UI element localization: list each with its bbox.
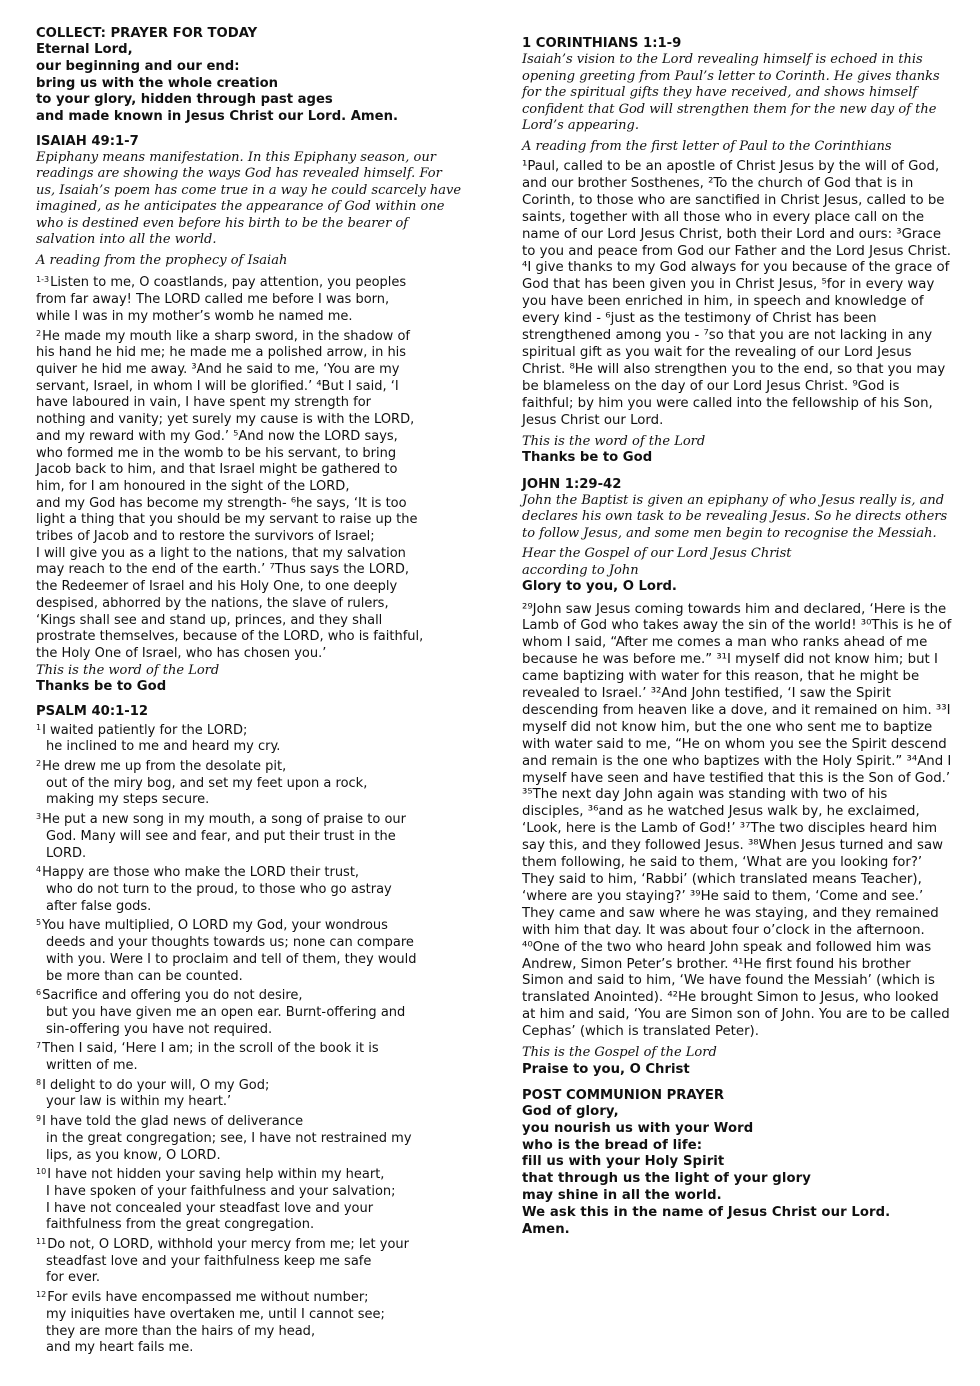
verse-number: 4 [36, 865, 42, 875]
john-announcement: Hear the Gospel of our Lord Jesus Christ [522, 546, 792, 561]
psalm-line-text: I delight to do your will, O my God; [42, 1077, 270, 1093]
psalm-line-text: with you. Were I to proclaim and tell of them, they would [46, 951, 417, 967]
psalm-verse [36, 1111, 464, 1164]
corinthians-response: Thanks be to God [522, 450, 653, 465]
isaiah-line [36, 345, 464, 362]
verse-number: 10 [36, 1167, 47, 1177]
psalm-verse [36, 1164, 464, 1234]
psalm-line-text: he inclined to me and heard my cry. [46, 739, 281, 755]
psalm-line [36, 1131, 464, 1148]
isaiah-intro: Epiphany means manifestation. In this Epiphany season, our readings are showing the ways God has revealed himself. For us, Isaiah’s poem has come true in a way he could scarcely have imagined, as he anticipates the appearance of God within one who is destined even before his birth to be the bearer of salvation into all the world. [36, 149, 462, 248]
psalm-line [36, 1234, 464, 1254]
john-announcement-2: according to John [522, 562, 639, 578]
psalm-verse [36, 862, 464, 915]
psalm-verse [36, 985, 464, 1038]
psalm-reading [36, 720, 464, 1357]
collect-line: bring us with the whole creation [36, 75, 279, 91]
post-communion-line: fill us with your Holy Spirit [522, 1154, 725, 1170]
psalm-line-text: and my heart fails me. [46, 1340, 194, 1356]
post-communion-line: Amen. [522, 1221, 570, 1237]
psalm-line [36, 1164, 464, 1184]
isaiah-close: This is the word of the Lord [36, 662, 220, 678]
psalm-line-text: who do not turn to the proud, to those who go astray [46, 881, 392, 897]
psalm-line-text: deeds and your thoughts towards us; none can compare [46, 935, 414, 951]
isaiah-line [36, 326, 464, 346]
left-column [36, 0, 464, 1365]
isaiah-line-text: Jacob back to him, and that Israel might be gathered to [36, 462, 398, 478]
isaiah-line [36, 292, 464, 309]
psalm-line [36, 846, 464, 863]
psalm-line [36, 792, 464, 809]
isaiah-reading [36, 272, 464, 662]
psalm-line [36, 1184, 464, 1201]
post-communion-line: who is the bread of life: [522, 1137, 703, 1153]
psalm-line [36, 1111, 464, 1131]
isaiah-line [36, 446, 464, 463]
psalm-line [36, 1075, 464, 1095]
psalm-line [36, 1254, 464, 1271]
verse-number: 1-3 [36, 275, 50, 285]
isaiah-line [36, 562, 464, 579]
isaiah-line [36, 629, 464, 646]
psalm-verse [36, 1287, 464, 1357]
john-close: This is the Gospel of the Lord [522, 1045, 717, 1061]
isaiah-line-text: have laboured in vain, I have spent my strength for [36, 395, 371, 411]
isaiah-line-text: may reach to the end of the earth.’ ⁷Thus says the LORD, [36, 562, 409, 578]
corinthians-heading: 1 CORINTHIANS 1:1-9 [522, 36, 682, 51]
isaiah-line [36, 429, 464, 446]
psalm-line [36, 985, 464, 1005]
psalm-verse [36, 720, 464, 756]
psalm-verse [36, 809, 464, 862]
post-communion-section [522, 1088, 952, 1238]
isaiah-line-text: while I was in my mother’s womb he named me. [36, 308, 353, 324]
isaiah-line [36, 529, 464, 546]
isaiah-line-text: him, for I am honoured in the sight of the LORD, [36, 478, 350, 494]
isaiah-announcement: A reading from the prophecy of Isaiah [36, 252, 288, 268]
psalm-line-text: God. Many will see and fear, and put their trust in the [46, 828, 396, 844]
psalm-line [36, 1340, 464, 1357]
psalm-line [36, 1201, 464, 1218]
psalm-line-text: lips, as you know, O LORD. [46, 1147, 221, 1163]
psalm-line-text: after false gods. [46, 898, 152, 914]
psalm-verse [36, 1075, 464, 1111]
isaiah-line [36, 362, 464, 379]
john-heading: JOHN 1:29-42 [522, 476, 622, 492]
isaiah-line-text: Listen to me, O coastlands, pay attention, you peoples [50, 275, 407, 291]
isaiah-line-text: the Holy One of Israel, who has chosen you.’ [36, 645, 327, 661]
isaiah-line [36, 496, 464, 513]
psalm-line [36, 969, 464, 986]
psalm-section [36, 704, 464, 1357]
collect-line: our beginning and our end: [36, 58, 240, 74]
verse-number: 1 [36, 722, 42, 732]
isaiah-line-text: servant, Israel, in whom I will be glorified.’ ⁴But I said, ‘I [36, 378, 399, 394]
psalm-line-text: written of me. [46, 1058, 138, 1074]
corinthians-announcement: A reading from the first letter of Paul to the Corinthians [522, 138, 892, 154]
collect-line: Eternal Lord, [36, 42, 133, 57]
verse-number: 12 [36, 1290, 47, 1300]
post-communion-line: We ask this in the name of Jesus Christ our Lord. [522, 1204, 891, 1220]
verse-number: 8 [36, 1077, 42, 1087]
isaiah-line-text: the Redeemer of Israel and his Holy One, to one deeply [36, 579, 398, 595]
isaiah-line [36, 613, 464, 630]
isaiah-line-text: ‘Kings shall see and stand up, princes, and they shall [36, 612, 383, 628]
psalm-line-text: You have multiplied, O LORD my God, your wondrous [42, 918, 388, 934]
psalm-line [36, 1022, 464, 1039]
psalm-line [36, 809, 464, 829]
psalm-line-text: your law is within my heart.’ [46, 1094, 232, 1110]
psalm-verse [36, 1038, 464, 1074]
psalm-line-text: He drew me up from the desolate pit, [42, 759, 287, 775]
isaiah-line-text: He made my mouth like a sharp sword, in the shadow of [42, 328, 410, 344]
collect-line: and made known in Jesus Christ our Lord. Amen. [36, 109, 399, 125]
psalm-line-text: out of the miry bog, and set my feet upon a rock, [46, 775, 368, 791]
psalm-verse [36, 915, 464, 985]
psalm-line-text: I have not concealed your steadfast love and your [46, 1200, 374, 1216]
john-intro: John the Baptist is given an epiphany of who Jesus really is, and declares his own task to be revealing Jesus. So he directs others to follow Jesus, and some men begin to recognise the Messiah. [522, 492, 948, 541]
isaiah-line-text: light a thing that you should be my servant to raise up the [36, 512, 418, 528]
psalm-line-text: Happy are those who make the LORD their trust, [42, 865, 360, 881]
corinthians-section [522, 36, 952, 467]
isaiah-line-text: I will give you as a light to the nations, that my salvation [36, 545, 406, 561]
psalm-line-text: but you have given me an open ear. Burnt-offering and [46, 1004, 406, 1020]
isaiah-line [36, 596, 464, 613]
john-response: Praise to you, O Christ [522, 1061, 690, 1077]
isaiah-heading: ISAIAH 49:1-7 [36, 133, 139, 149]
isaiah-line-text: tribes of Jacob and to restore the survivors of Israel; [36, 529, 375, 545]
isaiah-line-text: who formed me in the womb to be his servant, to bring [36, 445, 397, 461]
psalm-verse [36, 756, 464, 809]
psalm-line [36, 829, 464, 846]
psalm-line [36, 776, 464, 793]
corinthians-intro: Isaiah’s vision to the Lord revealing himself is echoed in this opening greeting from Paul’s letter to Corinth. He gives thanks for the spiritual gifts they have received, and shows himself confident that God will strengthen them for the new day of the Lord’s appearing. [522, 52, 940, 133]
isaiah-line [36, 379, 464, 396]
psalm-line [36, 1148, 464, 1165]
verse-number: 2 [36, 328, 42, 338]
isaiah-line [36, 546, 464, 563]
psalm-line-text: faithfulness from the great congregation. [46, 1217, 315, 1233]
corinthians-reading: ¹Paul, called to be an apostle of Christ Jesus by the will of God, and our brother Sosthenes, ²To the church of God that is in Corinth, to those who are sanctified in Christ Jesus, called to be saints, together with all those who in every place call on the name of our Lord Jesus Christ, both their Lord and ours: ³Grace to you and peace from God our Father and the Lord Jesus Christ. ⁴I give thanks to my God always for you because of the grace of God that has been given you in Christ Jesus, ⁵for in every way you have been enriched in him, in speech and knowledge of every kind - ⁶just as the testimony of Christ has been strengthened among you - ⁷so that you are not lacking in any spiritual gift as you wait for the revealing of our Lord Jesus Christ. ⁸He will also strengthen you to the end, so that you may be blameless on the day of our Lord Jesus Christ. ⁹God is faithful; by him you were called into the fellowship of his Son, Jesus Christ our Lord. [522, 159, 951, 428]
verse-number: 3 [36, 812, 42, 822]
psalm-line [36, 1058, 464, 1075]
psalm-line [36, 1094, 464, 1111]
psalm-line [36, 1324, 464, 1341]
psalm-line-text: I have told the glad news of deliverance [42, 1114, 304, 1130]
verse-number: 5 [36, 918, 42, 928]
isaiah-line-text: prostrate themselves, because of the LORD, who is faithful, [36, 629, 424, 645]
isaiah-section [36, 134, 464, 696]
psalm-line-text: I have spoken of your faithfulness and your salvation; [46, 1183, 396, 1199]
isaiah-line-text: and my reward with my God.’ ⁵And now the LORD says, [36, 428, 398, 444]
collect-section [36, 26, 464, 126]
psalm-line-text: I waited patiently for the LORD; [42, 722, 248, 738]
psalm-line-text: He put a new song in my mouth, a song of praise to our [42, 812, 407, 828]
psalm-heading: PSALM 40:1-12 [36, 703, 149, 719]
psalm-line [36, 862, 464, 882]
right-column [522, 0, 952, 1246]
psalm-line-text: be more than can be counted. [46, 968, 243, 984]
verse-number: 11 [36, 1237, 47, 1247]
psalm-line-text: steadfast love and your faithfulness keep me safe [46, 1253, 372, 1269]
john-reading: ²⁹John saw Jesus coming towards him and declared, ‘Here is the Lamb of God who takes away the sin of the world! ³⁰This is he of whom I said, “After me comes a man who ranks ahead of me because he was before me.” ³¹I myself did not know him; but I came baptizing with water for this reason, that he might be revealed to Israel.’ ³²And John testified, ‘I saw the Spirit descending from heaven like a dove, and it remained on him. ³³I myself did not know him, but the one who sent me to baptize with water said to me, “He on whom you see the Spirit descend and remain is the one who baptizes with the Holy Spirit.” ³⁴And I myself have seen and have testified that this is the Son of God.’ ³⁵The next day John again was standing with two of his disciples, ³⁶and as he watched Jesus walk by, he exclaimed, ‘Look, here is the Lamb of God!’ ³⁷The two disciples heard him say this, and they followed Jesus. ³⁸When Jesus turned and saw them following, he said to them, ‘What are you looking for?’ They said to him, ‘Rabbi’ (which translated means Teacher), ‘where are you staying?’ ³⁹He said to them, ‘Come and see.’ They came and saw where he was staying, and they remained with him that day. It was about four o’clock in the afternoon. ⁴⁰One of the two who heard John speak and followed him was Andrew, Simon Peter’s brother. ⁴¹He first found his brother Simon and said to him, ‘We have found the Messiah’ (which is translated Anointed). ⁴²He brought Simon to Jesus, who looked at him and said, ‘You are Simon son of John. You are to be called Cephas’ (which is translated Peter). [522, 601, 952, 1040]
psalm-line-text: Do not, O LORD, withhold your mercy from me; let your [47, 1237, 409, 1253]
isaiah-line-text: despised, abhorred by the nations, the slave of rulers, [36, 595, 389, 611]
isaiah-line [36, 412, 464, 429]
psalm-line [36, 739, 464, 756]
verse-number: 9 [36, 1114, 42, 1124]
post-communion-line: may shine in all the world. [522, 1188, 722, 1204]
post-communion-line: God of glory, [522, 1104, 619, 1120]
isaiah-line [36, 309, 464, 326]
psalm-line [36, 1270, 464, 1287]
psalm-line [36, 1307, 464, 1324]
psalm-line-text: For evils have encompassed me without number; [47, 1290, 369, 1306]
psalm-line-text: LORD. [46, 845, 87, 861]
psalm-line-text: my iniquities have overtaken me, until I cannot see; [46, 1306, 385, 1322]
psalm-line-text: they are more than the hairs of my head, [46, 1323, 316, 1339]
isaiah-line [36, 512, 464, 529]
isaiah-line [36, 579, 464, 596]
psalm-line [36, 935, 464, 952]
isaiah-line [36, 479, 464, 496]
psalm-line-text: making my steps secure. [46, 792, 210, 808]
psalm-line [36, 952, 464, 969]
psalm-line-text: for ever. [46, 1270, 100, 1286]
john-section [522, 477, 952, 1079]
collect-line: to your glory, hidden through past ages [36, 92, 333, 108]
psalm-line [36, 720, 464, 740]
isaiah-line [36, 462, 464, 479]
psalm-line [36, 1038, 464, 1058]
isaiah-line [36, 395, 464, 412]
corinthians-close: This is the word of the Lord [522, 433, 706, 449]
verse-number: 6 [36, 988, 42, 998]
isaiah-line [36, 646, 464, 663]
psalm-line [36, 915, 464, 935]
psalm-line [36, 899, 464, 916]
isaiah-line-text: nothing and vanity; yet surely my cause is with the LORD, [36, 412, 415, 428]
psalm-line-text: Then I said, ‘Here I am; in the scroll of the book it is [42, 1041, 379, 1057]
collect-heading: COLLECT: PRAYER FOR TODAY [36, 26, 258, 41]
isaiah-line-text: quiver he hid me away. ³And he said to me, ‘You are my [36, 362, 400, 377]
psalm-verse [36, 1234, 464, 1287]
verse-number: 7 [36, 1041, 42, 1051]
john-acclamation: Glory to you, O Lord. [522, 579, 677, 594]
psalm-line [36, 882, 464, 899]
psalm-line [36, 1217, 464, 1234]
isaiah-response: Thanks be to God [36, 679, 167, 695]
psalm-line [36, 1287, 464, 1307]
isaiah-line [36, 272, 464, 292]
post-communion-line: that through us the light of your glory [522, 1171, 811, 1187]
isaiah-line-text: his hand he hid me; he made me a polished arrow, in his [36, 345, 407, 361]
post-communion-line: you nourish us with your Word [522, 1120, 754, 1136]
post-communion-heading: POST COMMUNION PRAYER [522, 1088, 725, 1104]
verse-number: 2 [36, 759, 42, 769]
psalm-line-text: Sacrifice and offering you do not desire, [42, 988, 303, 1004]
isaiah-line-text: and my God has become my strength- ⁶he says, ‘It is too [36, 495, 407, 511]
psalm-line-text: sin-offering you have not required. [46, 1021, 273, 1037]
psalm-line [36, 1005, 464, 1022]
psalm-line-text: I have not hidden your saving help within my heart, [47, 1167, 385, 1183]
isaiah-line-text: from far away! The LORD called me before I was born, [36, 292, 390, 308]
psalm-line-text: in the great congregation; see, I have not restrained my [46, 1130, 412, 1146]
psalm-line [36, 756, 464, 776]
